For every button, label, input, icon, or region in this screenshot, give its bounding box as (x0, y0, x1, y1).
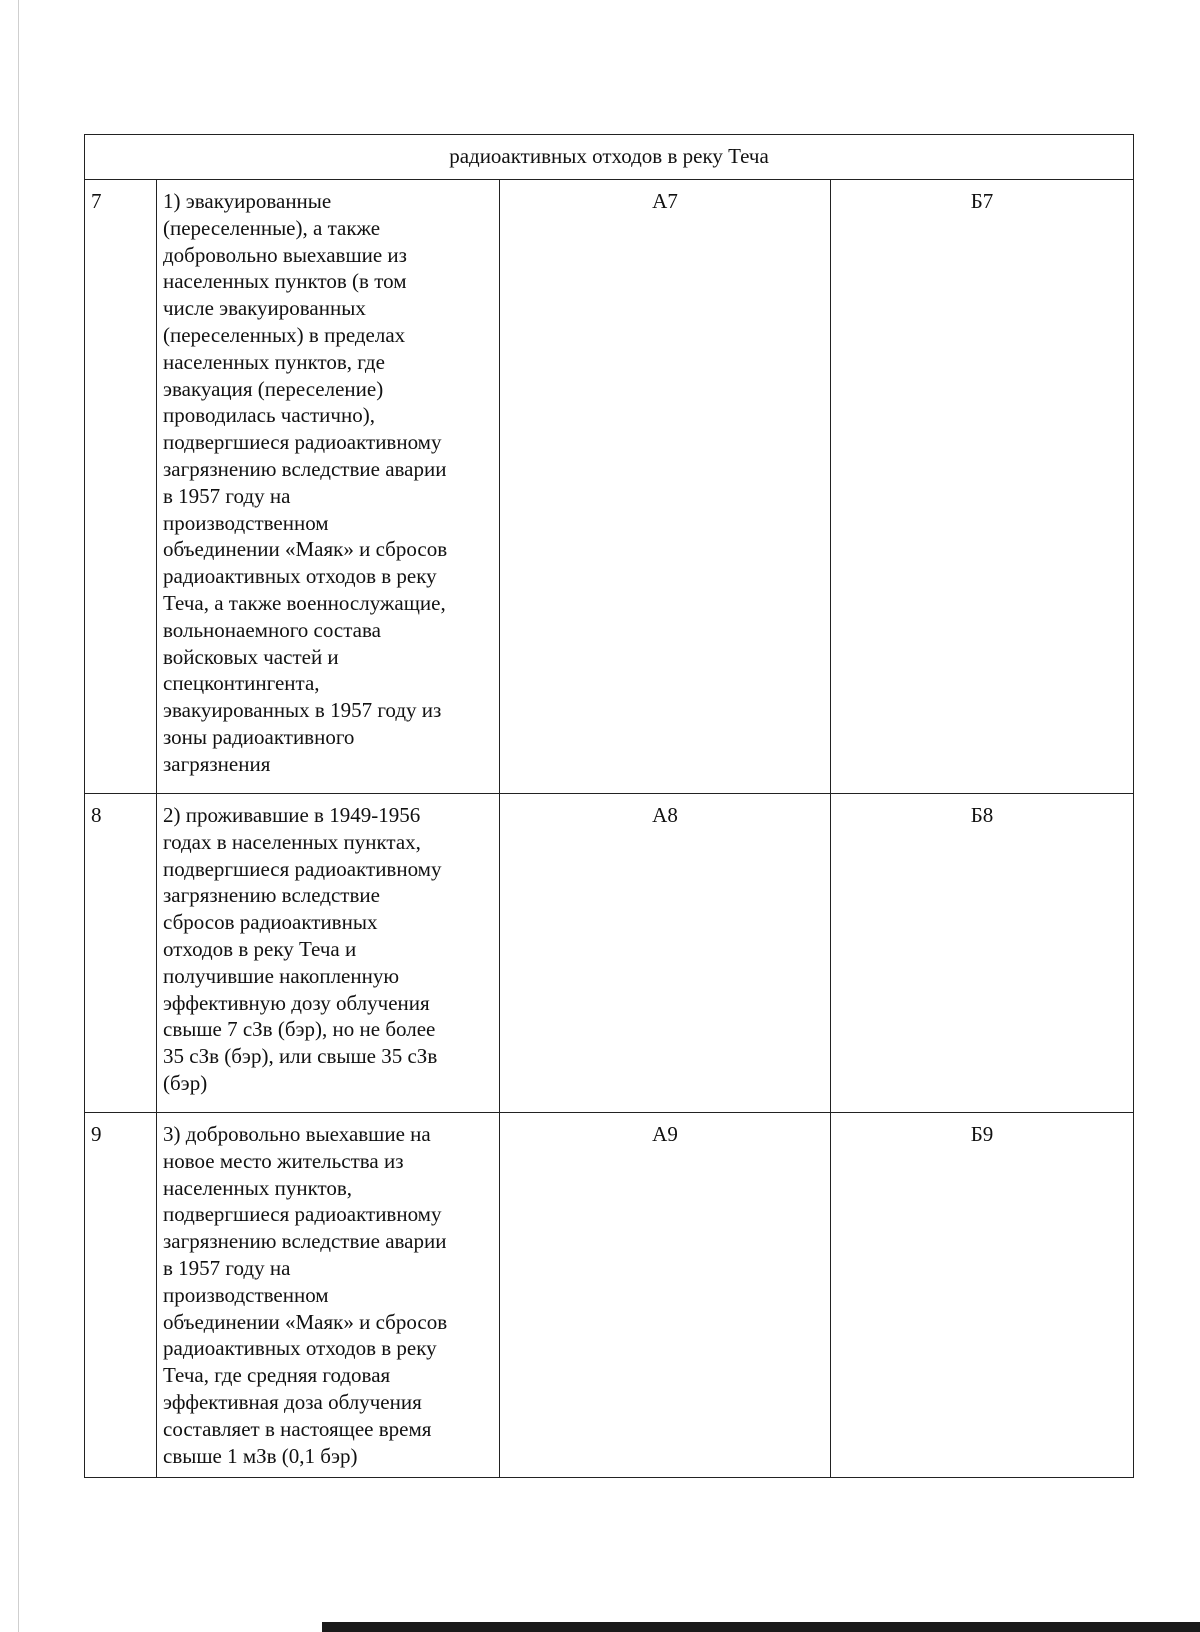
row-description (157, 1113, 500, 1478)
table-row (85, 1113, 1134, 1478)
document-table (84, 134, 1134, 1478)
row-code-a: А9 (500, 1113, 831, 1478)
row-code-b: Б9 (831, 1113, 1134, 1478)
table-row (85, 180, 1134, 794)
scan-bottom-bar (322, 1622, 1200, 1632)
row-code-a: А7 (500, 180, 831, 794)
row-code-b: Б8 (831, 794, 1134, 1113)
row-description-text: 1) эвакуированные (переселенные), а также добровольно выехавшие из населенных пунктов (в том числе эвакуированных (переселенных) в пределах населенных пунктов, где эвакуация (переселение) проводилась частично), подвергшиеся радиоактивному загрязнению вследствие аварии в 1957 году на производственном объединении «Маяк» и сбросов радиоактивных отходов в реку Теча, а также военнослужащие, вольнонаемного состава войсковых частей и спецконтингента, эвакуированных в 1957 году из зоны радиоактивного загрязнения (163, 189, 448, 776)
row-description (157, 794, 500, 1113)
row-number: 9 (85, 1113, 157, 1478)
page-edge-line (18, 0, 19, 1632)
row-code-a: А8 (500, 794, 831, 1113)
row-code-b: Б7 (831, 180, 1134, 794)
table-header-cell: радиоактивных отходов в реку Теча (85, 135, 1134, 180)
table-row (85, 794, 1134, 1113)
row-number: 7 (85, 180, 157, 794)
row-description-text: 3) добровольно выехавшие на новое место жительства из населенных пунктов, подвергшиеся радиоактивному загрязнению вследствие аварии в 1957 году на производственном объединении «Маяк» и сбросов радиоактивных отходов в реку Теча, где средняя годовая эффективная доза облучения составляет в настоящее время свыше 1 мЗв (0,1 бэр) (163, 1122, 448, 1468)
row-description-text: 2) проживавшие в 1949-1956 годах в населенных пунктах, подвергшиеся радиоактивному загрязнению вследствие сбросов радиоактивных отходов в реку Теча и получившие накопленную эффективную дозу облучения свыше 7 сЗв (бэр), но не более 35 сЗв (бэр), или свыше 35 сЗв (бэр) (163, 803, 442, 1095)
table-header-row (85, 135, 1134, 180)
row-description (157, 180, 500, 794)
row-number: 8 (85, 794, 157, 1113)
